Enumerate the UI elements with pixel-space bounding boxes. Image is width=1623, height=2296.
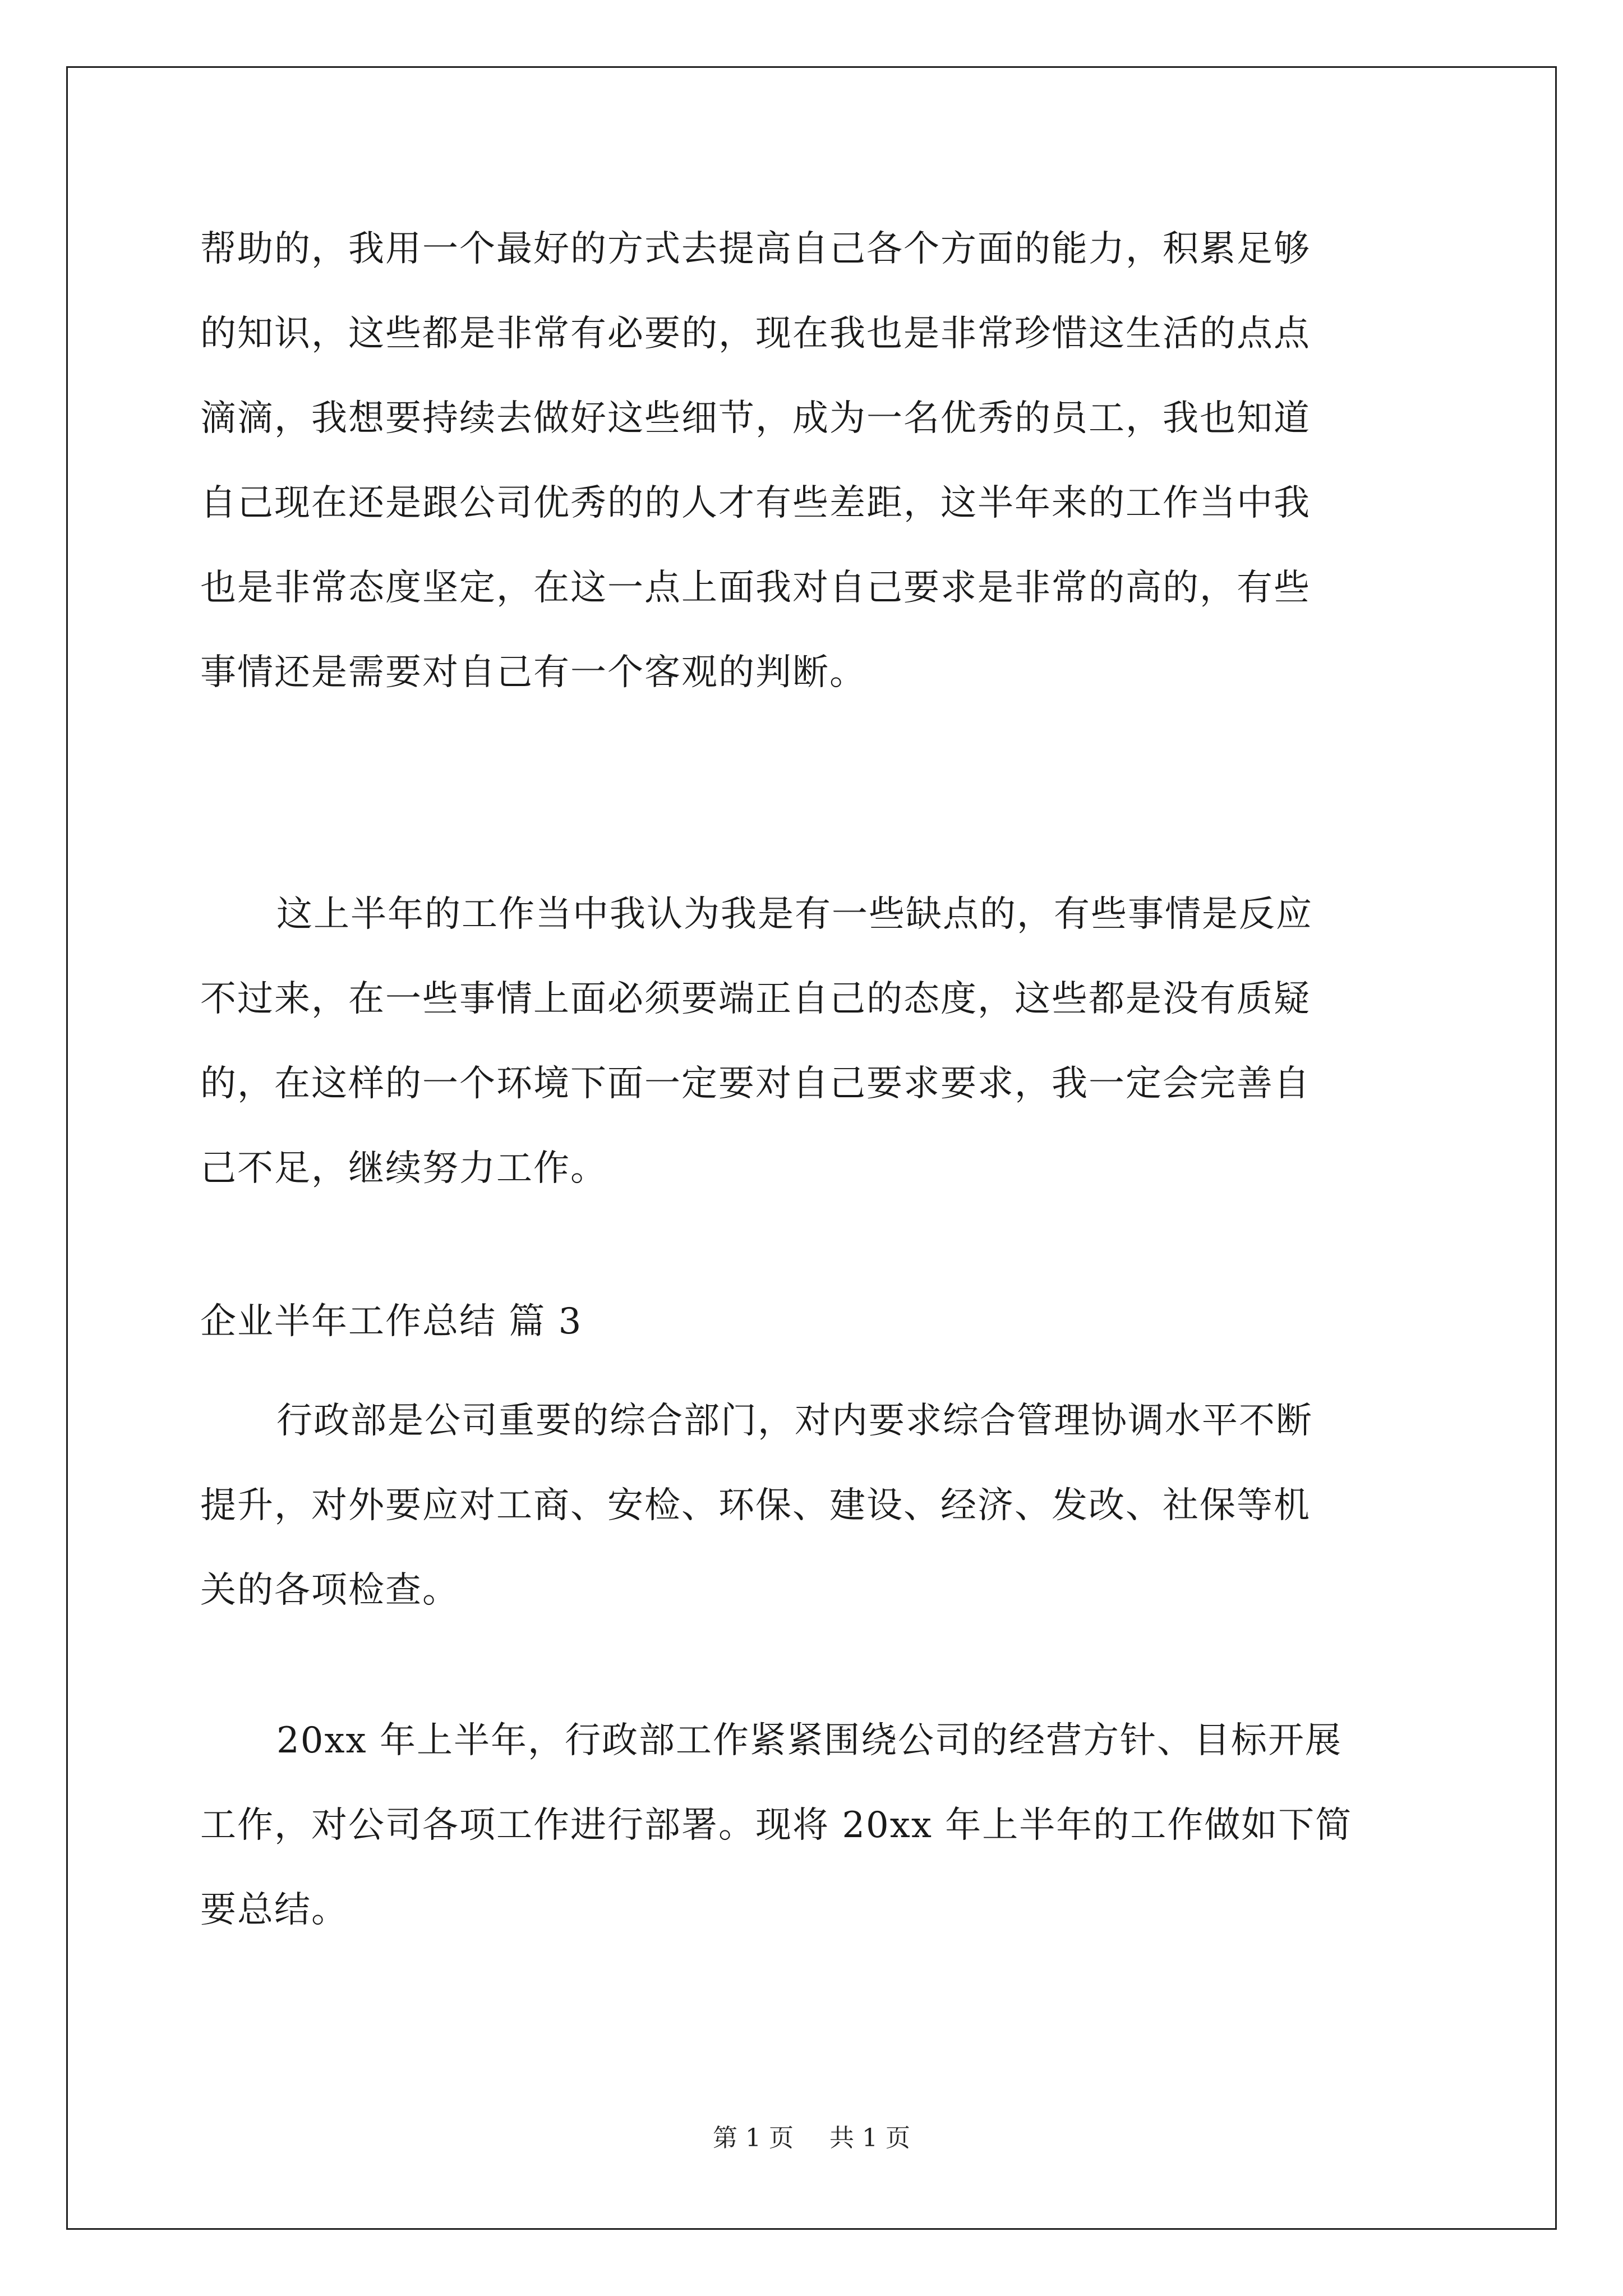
text-line: 20xx 年上半年，行政部工作紧紧围绕公司的经营方针、目标开展: [276, 1720, 1342, 1761]
text-line: 行政部是公司重要的综合部门，对内要求综合管理协调水平不断: [276, 1400, 1313, 1442]
text-line: 要总结。: [200, 1889, 348, 1931]
text-line: 事情还是需要对自己有一个客观的判断。: [200, 652, 866, 693]
page-footer: [0, 2122, 1623, 2155]
text-line: 己不足，继续努力工作。: [200, 1148, 607, 1189]
paragraph-shortcomings: [200, 872, 1427, 1211]
paragraph-admin-dept: [200, 1379, 1427, 1633]
text-line: 也是非常态度坚定，在这一点上面我对自己要求是非常的高的，有些: [200, 567, 1311, 609]
text-line: 这上半年的工作当中我认为我是有一些缺点的，有些事情是反应: [276, 894, 1313, 935]
text-line: 关的各项检查。: [200, 1570, 459, 1611]
text-line: 自己现在还是跟公司优秀的的人才有些差距，这半年来的工作当中我: [200, 482, 1311, 524]
text-line: 滴滴，我想要持续去做好这些细节，成为一名优秀的员工，我也知道: [200, 398, 1311, 439]
page-number-total: 共 1 页: [829, 2124, 910, 2152]
text-line: 工作，对公司各项工作进行部署。现将 20xx 年上半年的工作做如下简: [200, 1805, 1353, 1846]
text-line: 的，在这样的一个环境下面一定要对自己要求要求，我一定会完善自: [200, 1063, 1311, 1105]
paragraph-summary-intro: [200, 1699, 1427, 1953]
section-heading: [200, 1280, 1427, 1364]
text-line: 提升，对外要应对工商、安检、环保、建设、经济、发改、社保等机: [200, 1485, 1311, 1526]
page-number-current: 第 1 页: [713, 2124, 794, 2152]
paragraph-continuation: [200, 207, 1427, 715]
text-line: 帮助的，我用一个最好的方式去提高自己各个方面的能力，积累足够: [200, 228, 1311, 270]
text-line: 的知识，这些都是非常有必要的，现在我也是非常珍惜这生活的点点: [200, 313, 1311, 355]
text-line: 不过来，在一些事情上面必须要端正自己的态度，这些都是没有质疑: [200, 978, 1311, 1020]
section-heading-text: 企业半年工作总结 篇 3: [200, 1301, 583, 1342]
